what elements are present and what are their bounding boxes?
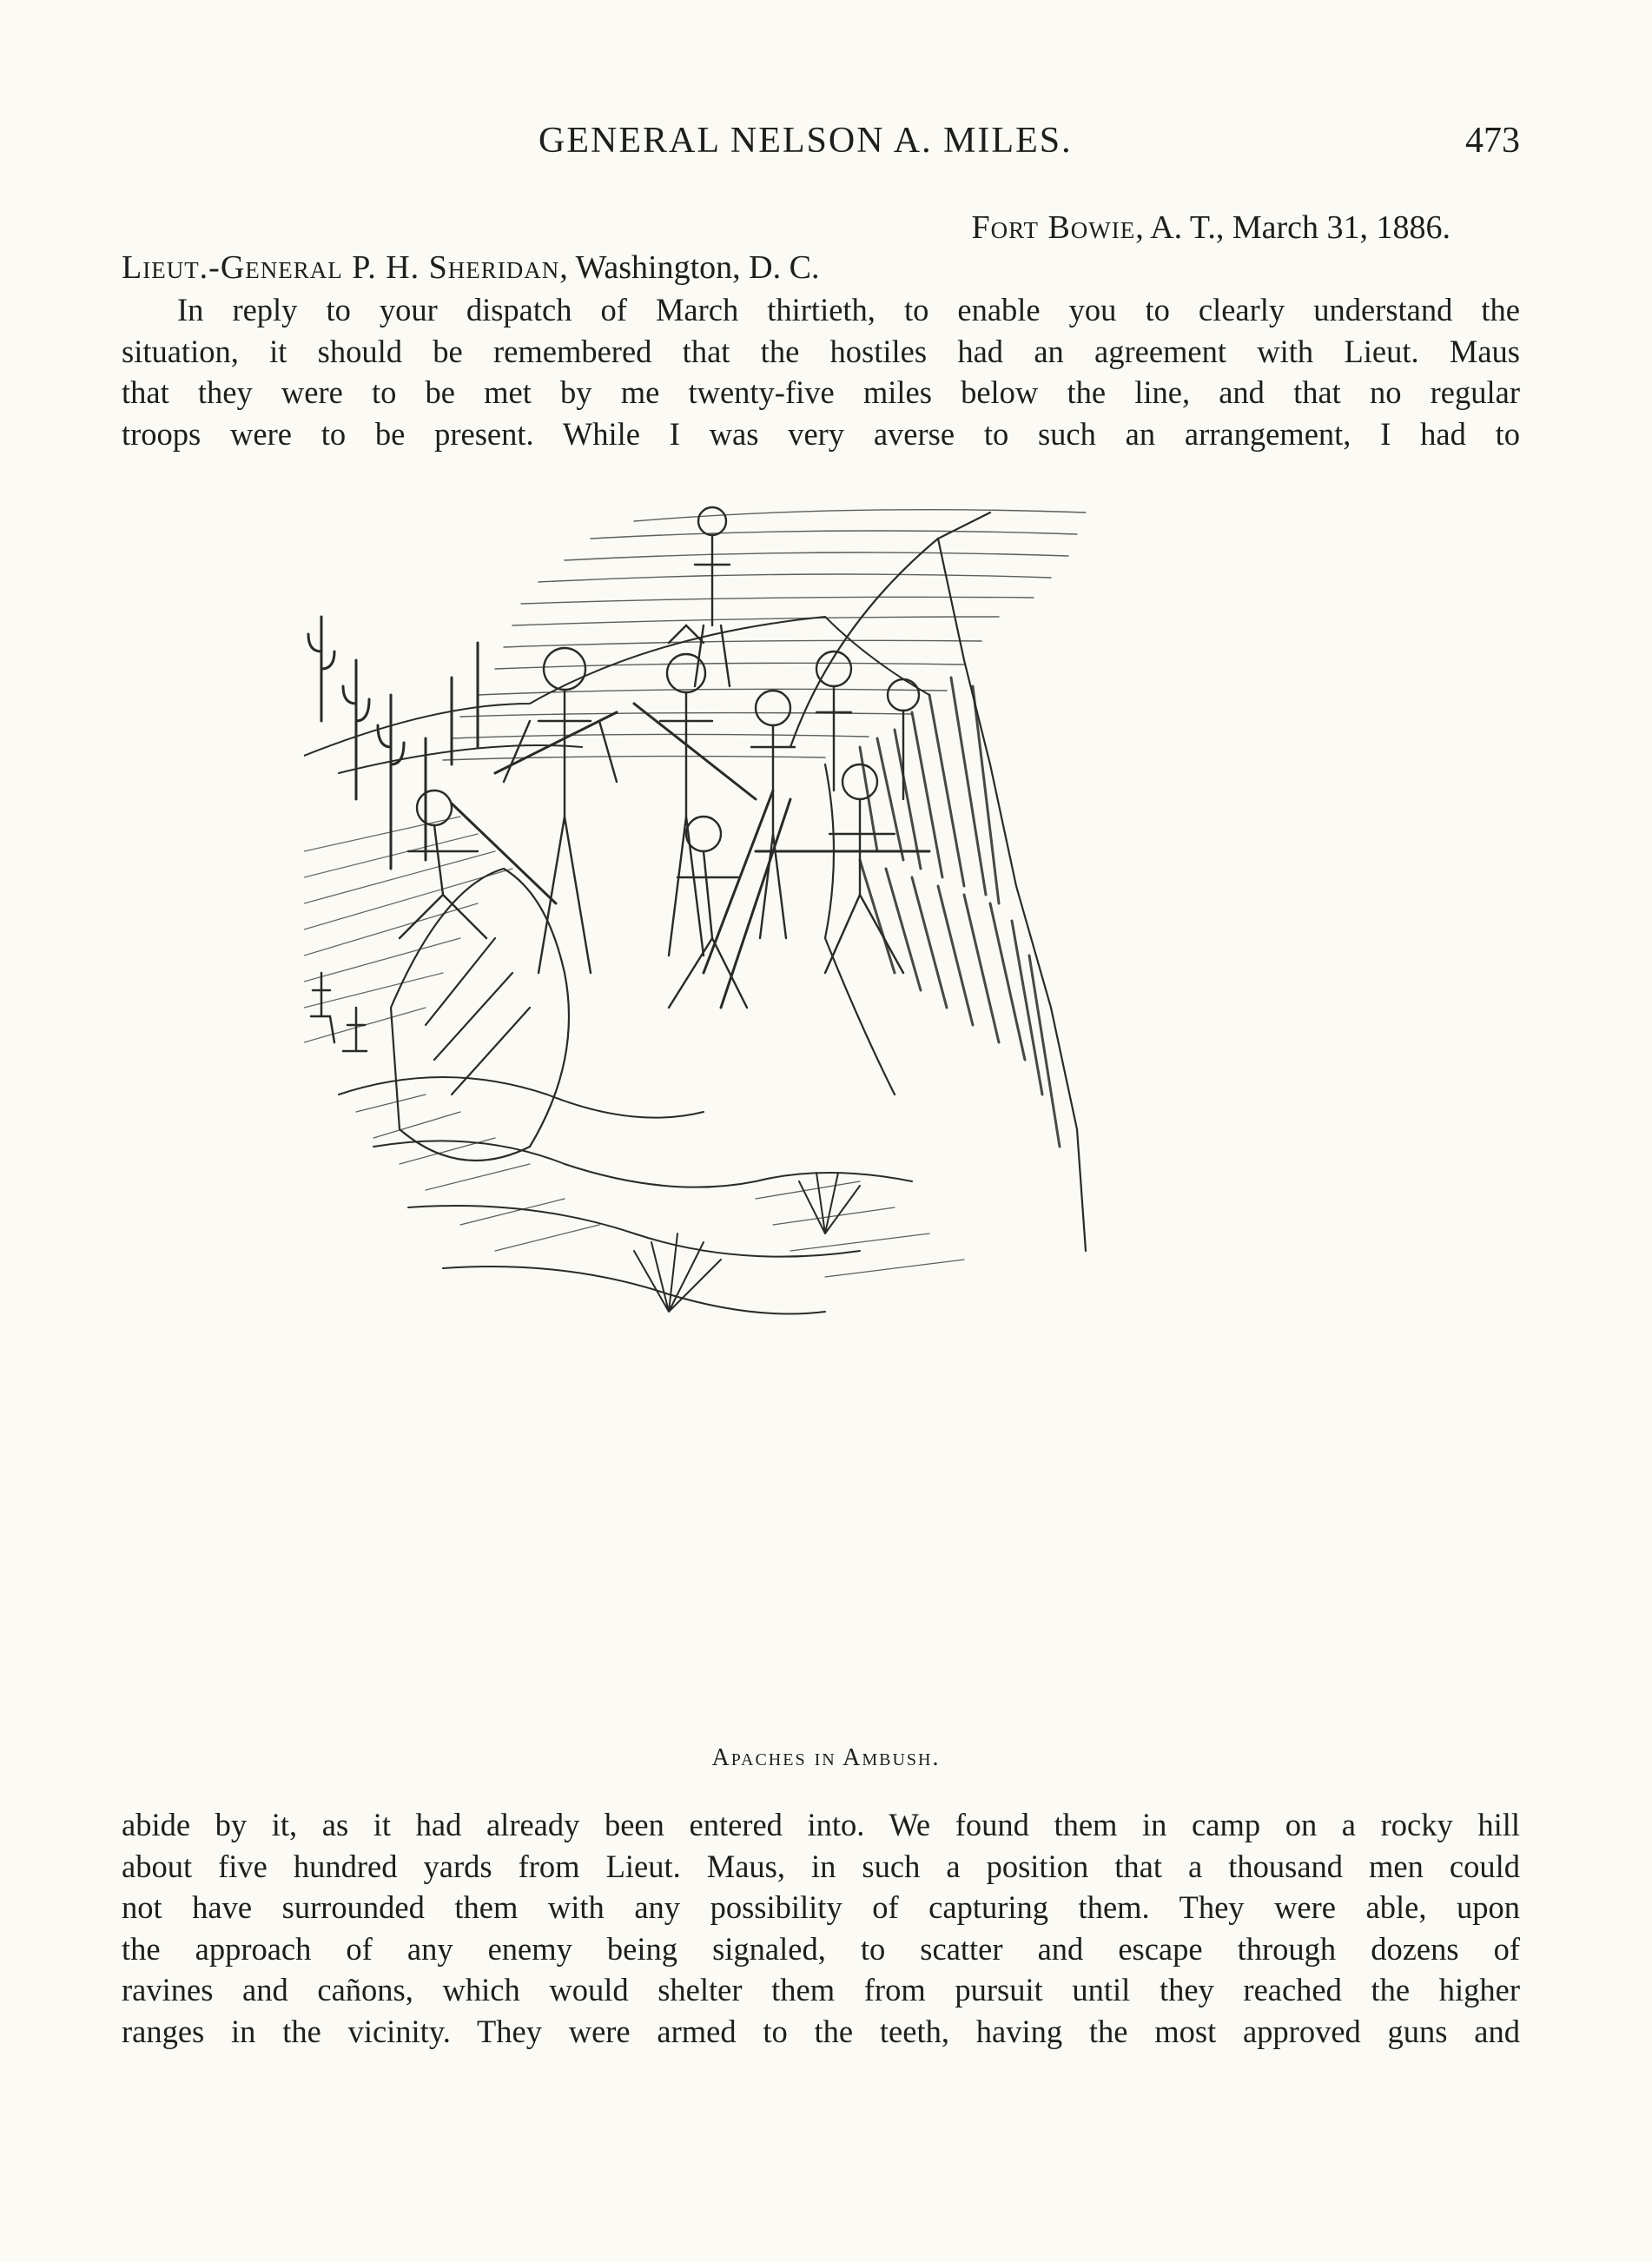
paragraph-line: ravines and cañons, which would shelter them from pursuit until they reached the higher xyxy=(122,1972,1520,2007)
warrior-figures xyxy=(400,507,919,1008)
engraving-apaches-in-ambush xyxy=(304,486,1355,1433)
paragraph-line: troops were to be present. While I was very averse to such an arrangement, I had to xyxy=(122,415,1520,452)
paragraph-line: the approach of any enemy being signaled, to scatter and escape through dozens of xyxy=(122,1930,1520,1967)
dateline-rest: , A. T., March 31, 1886. xyxy=(1135,209,1450,246)
right-cliff xyxy=(790,513,1086,1251)
paragraph-line: that they were to be met by me twenty-five miles below the line, and that no regular xyxy=(122,374,1520,410)
dateline-place: Fort Bowie xyxy=(971,209,1136,246)
salutation-name: Lieut.-General P. H. Sheridan xyxy=(122,249,560,286)
engraving-image xyxy=(304,486,1355,1433)
page-number: 473 xyxy=(1465,121,1520,161)
foreground-rocks xyxy=(339,1077,912,1314)
paragraph-line: not have surrounded them with any possibility of capturing them. They were able, upon xyxy=(122,1889,1520,1925)
letter-salutation xyxy=(122,248,819,287)
paragraph-line: abide by it, as it had already been entered into. We found them in camp on a rocky hill xyxy=(122,1807,1520,1842)
paragraph-1 xyxy=(122,289,1520,454)
left-boulder xyxy=(391,869,569,1161)
saguaro-cacti xyxy=(308,617,478,869)
paragraph-line: situation, it should be remembered that the hostiles had an agreement with Lieut. Maus xyxy=(122,333,1520,369)
yucca-plants xyxy=(634,1173,860,1312)
paragraph-line: about five hundred yards from Lieut. Maus, in such a position that a thousand men could xyxy=(122,1848,1520,1884)
distant-riders xyxy=(311,973,367,1051)
paragraph-line: ranges in the vicinity. They were armed to the teeth, having the most approved guns and xyxy=(122,2013,1520,2049)
running-title: GENERAL NELSON A. MILES. xyxy=(539,121,1073,161)
cliff-shading xyxy=(860,678,1060,1147)
illustration-caption: Apaches in Ambush. xyxy=(711,1744,941,1771)
paragraph-line: In reply to your dispatch of March thirtieth, to enable you to clearly understand the xyxy=(177,292,1520,327)
running-head xyxy=(122,120,1520,172)
letter-dateline xyxy=(971,208,1450,247)
salutation-rest: , Washington, D. C. xyxy=(559,249,820,286)
paragraph-2 xyxy=(122,1804,1520,2052)
